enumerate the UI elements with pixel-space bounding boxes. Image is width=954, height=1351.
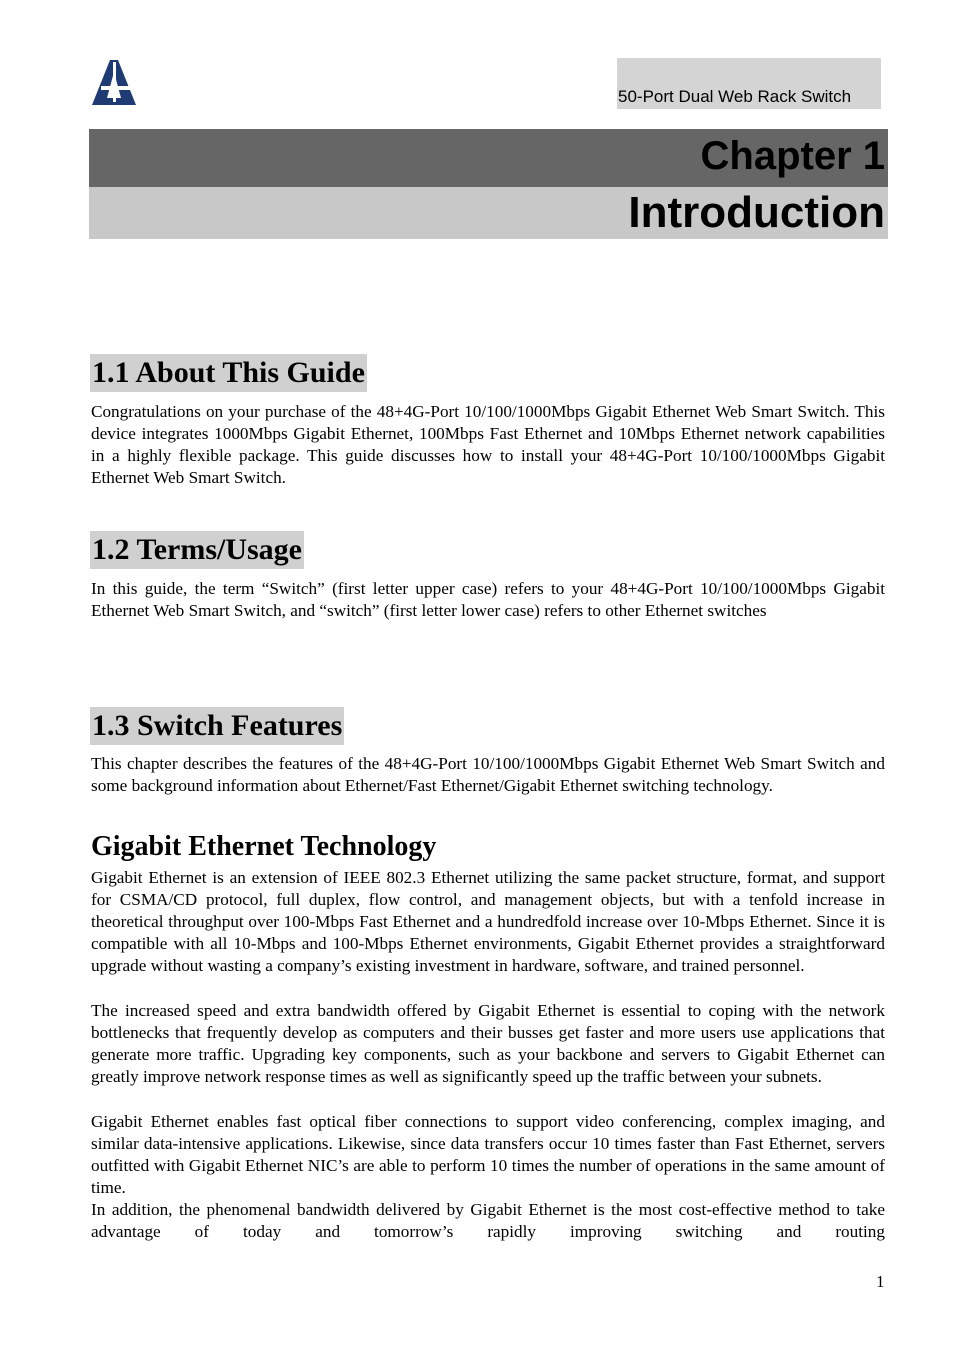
paragraph-gigabit-1: Gigabit Ethernet is an extension of IEEE 802.3 Ethernet utilizing the same packet structure, format, and support for CSMA/CD protocol, full duplex, flow control, and management objects, but with a tenfold increase in theoretical throughput over 100-Mbps Fast Ethernet and a hundredfold increase over 10-Mbps Ethernet. Since it is compatible with all 10-Mbps and 100-Mbps Ethernet environments, Gigabit Ethernet provides a straightforward upgrade without wasting a company’s existing investment in hardware, software, and trained personnel. <box>91 868 885 976</box>
section-heading-about-guide: 1.1 About This Guide <box>90 354 367 392</box>
chapter-band <box>89 129 888 187</box>
paragraph-gigabit-3: Gigabit Ethernet enables fast optical fiber connections to support video conferencing, complex imaging, and similar data-intensive applications. Likewise, since data transfers occur 10 times faster than Fast Ethernet, servers outfitted with Gigabit Ethernet NIC’s are able to perform 10 times the number of operations in the same amount of time. <box>91 1112 885 1198</box>
paragraph-about-guide: Congratulations on your purchase of the 48+4G-Port 10/100/1000Mbps Gigabit Ethernet Web Smart Switch. This device integrates 1000Mbps Gigabit Ethernet, 100Mbps Fast Ethernet and 10Mbps Ethernet network capabilities in a highly flexible package. This guide discusses how to install your 48+4G-Port 10/100/1000Mbps Gigabit Ethernet Web Smart Switch. <box>91 402 885 488</box>
section-heading-terms-usage: 1.2 Terms/Usage <box>90 531 304 569</box>
company-logo-icon <box>90 58 138 106</box>
chapter-title-band <box>89 187 888 239</box>
chapter-title: Introduction <box>628 188 885 237</box>
page-number: 1 <box>876 1272 885 1291</box>
subheading-gigabit-ethernet: Gigabit Ethernet Technology <box>91 831 437 862</box>
paragraph-terms-usage: In this guide, the term “Switch” (first letter upper case) refers to your 48+4G-Port 10/100/1000Mbps Gigabit Ethernet Web Smart Switch, and “switch” (first letter lower case) refers to other Ethernet switches <box>91 579 885 621</box>
chapter-number: Chapter 1 <box>700 134 885 178</box>
paragraph-switch-features: This chapter describes the features of the 48+4G-Port 10/100/1000Mbps Gigabit Ethernet Web Smart Switch and some background information about Ethernet/Fast Ethernet/Gigabit Ethernet switching technology. <box>91 754 885 796</box>
paragraph-gigabit-4: In addition, the phenomenal bandwidth delivered by Gigabit Ethernet is the most cost-effective method to take advantage of today and tomorrow’s rapidly improving switching and routing <box>91 1200 885 1242</box>
header-product-label: 50-Port Dual Web Rack Switch <box>617 58 881 109</box>
paragraph-gigabit-2: The increased speed and extra bandwidth offered by Gigabit Ethernet is essential to coping with the network bottlenecks that frequently develop as computers and their busses get faster and more users use applications that generate more traffic. Upgrading key components, such as your backbone and servers to Gigabit Ethernet can greatly improve network response times as well as significantly speed up the traffic between your subnets. <box>91 1001 885 1087</box>
section-heading-switch-features: 1.3 Switch Features <box>90 707 344 745</box>
